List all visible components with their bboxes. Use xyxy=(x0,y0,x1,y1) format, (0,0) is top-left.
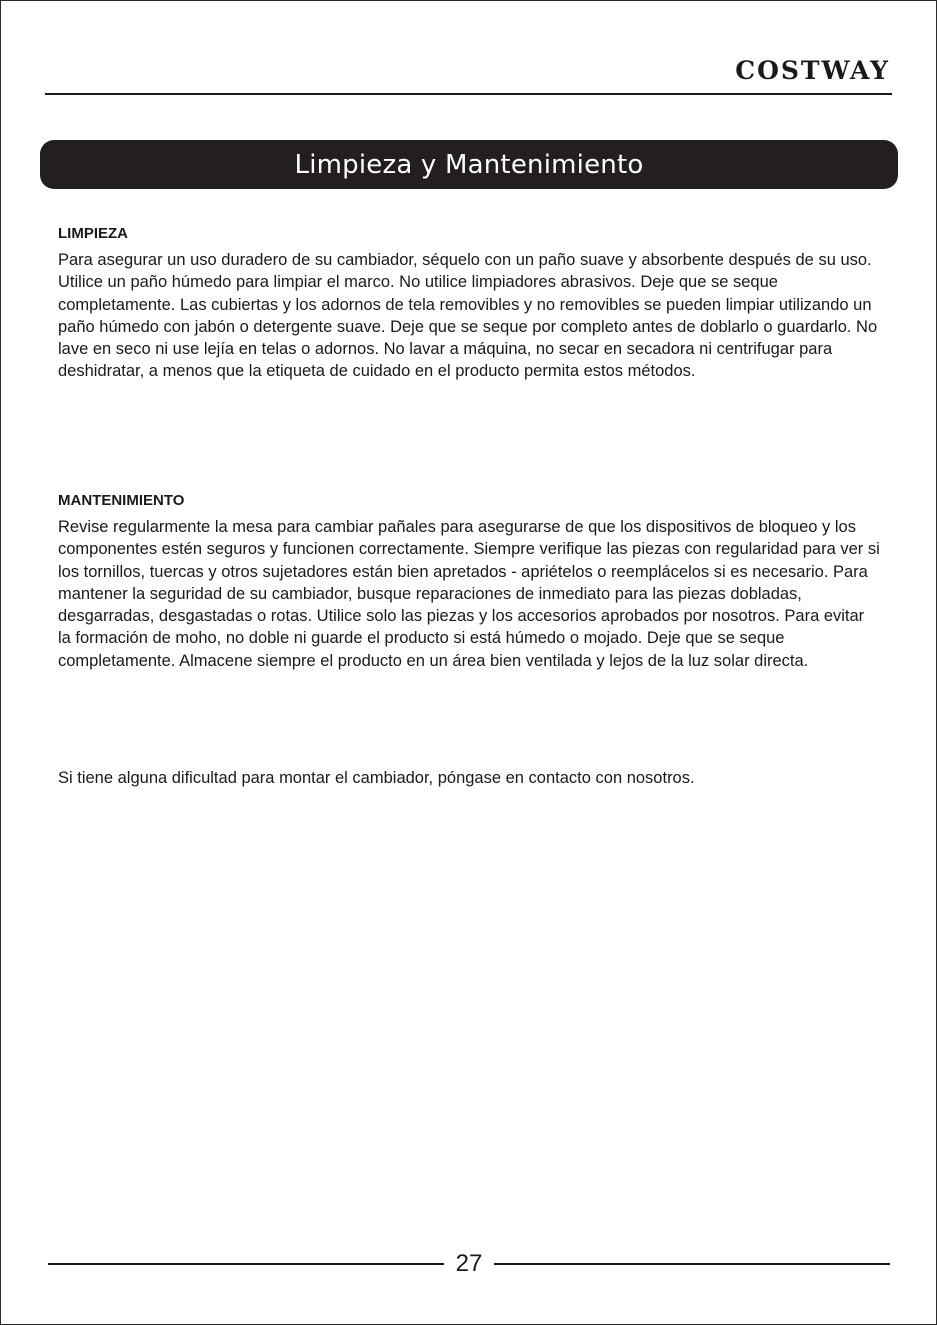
page-number: 27 xyxy=(455,1250,483,1277)
section-heading-mantenimiento: MANTENIMIENTO xyxy=(58,492,185,509)
footer-divider-right xyxy=(494,1263,890,1265)
section-mantenimiento xyxy=(58,492,880,672)
footer-divider-left xyxy=(48,1263,444,1265)
section-body-limpieza: Para asegurar un uso duradero de su cambiador, séquelo con un paño suave y absorbente después de su uso. Utilice un paño húmedo para limpiar el marco. No utilice limpiadores abrasivos. Deje que se seque completamente. Las cubiertas y los adornos de tela removibles y no removibles se pueden limpiar utilizando un paño húmedo con jabón o detergente suave. Deje que se seque por completo antes de doblarlo o guardarlo. No lave en seco ni use lejía en telas o adornos. No lavar a máquina, no secar en secadora ni centrifugar para deshidratar, a menos que la etiqueta de cuidado en el producto permita estos métodos. xyxy=(58,251,878,381)
section-limpieza xyxy=(58,225,880,383)
contact-note: Si tiene alguna dificultad para montar el cambiador, póngase en contacto con nosotros. xyxy=(58,769,695,787)
page-title: Limpieza y Mantenimiento xyxy=(294,149,644,180)
section-body-mantenimiento: Revise regularmente la mesa para cambiar pañales para asegurarse de que los dispositivos de bloqueo y los componentes estén seguros y funcionen correctamente. Siempre verifique las piezas con regularidad para ver si los tornillos, tuercas y otros sujetadores están bien apretados - apriételos o reemplácelos si es necesario. Para mantener la seguridad de su cambiador, busque reparaciones de inmediato para las piezas dobladas, desgarradas, desgastadas o rotas. Utilice solo las piezas y los accesorios aprobados por nosotros. Para evitar la formación de moho, no doble ni guarde el producto si está húmedo o mojado. Deje que se seque completamente. Almacene siempre el producto en un área bien ventilada y lejos de la luz solar directa. xyxy=(58,518,880,670)
brand-logo: COSTWAY xyxy=(735,56,890,85)
header-divider xyxy=(45,93,892,95)
title-banner xyxy=(40,140,898,189)
section-heading-limpieza: LIMPIEZA xyxy=(58,225,128,242)
